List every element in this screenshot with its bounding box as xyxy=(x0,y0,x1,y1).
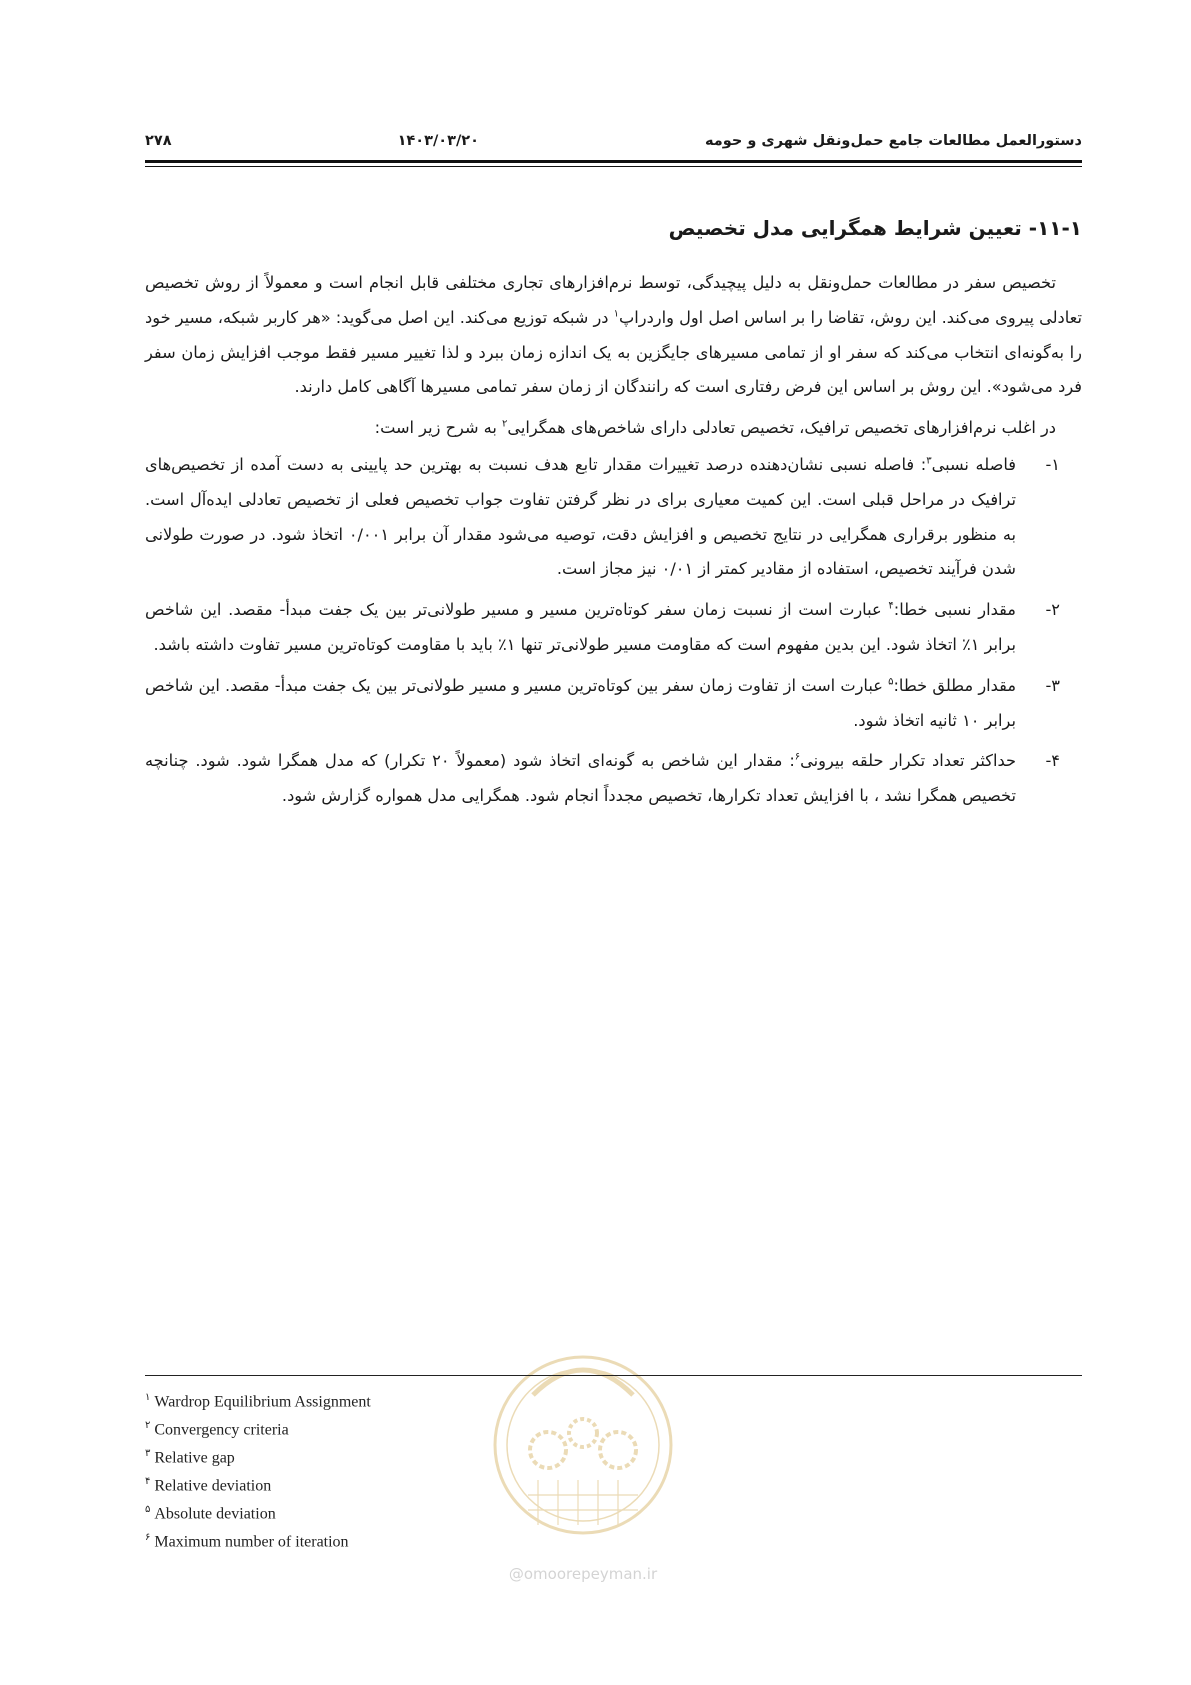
criteria-intro-paragraph: در اغلب نرم‌افزارهای تخصیص ترافیک، تخصیص تعادلی دارای شاخص‌های همگرایی$^۲$ به شرح زیر است: xyxy=(374,418,1056,438)
list-item-number: ۴- xyxy=(1045,751,1060,771)
list-item-number: ۳- xyxy=(1045,675,1060,695)
footnote-ref-3: ۳ xyxy=(926,455,932,467)
watermark-site: @omoorepeyman.ir xyxy=(508,1565,658,1583)
footnote-ref-1: ۱ xyxy=(613,308,620,320)
criteria-list xyxy=(145,448,1082,814)
footnote-item: $^۶$ Maximum number of iteration xyxy=(145,1532,349,1551)
intro-paragraph: تخصیص سفر در مطالعات حمل‌ونقل به دلیل پیچیدگی، توسط نرم‌افزارهای تجاری مختلفی قابل انجام است و معمولاً از روش تخصیص تعادلی پیروی می‌کند. این روش، تقاضا را بر اساس اصل اول واردراپ$^۱$ در شبکه توزیع می‌کند. این اصل می‌گوید: «هر کاربر شبکه، مسیر خود را به‌گونه‌ای انتخاب می‌کند که سفر او از تمامی مسیرهای جایگزین به یک اندازه زمان ببرد و لذا تغییر مسیر فقط موجب افزایش زمان سفر فرد می‌شود». این روش بر اساس این فرض رفتاری است که رانندگان از زمان سفر تمامی مسیرها آگاهی کامل دارند. xyxy=(145,273,1082,397)
footnote-ref-2: ۲ xyxy=(502,418,508,430)
page-number: ۲۷۸ xyxy=(145,133,172,149)
header-date: ۱۴۰۳/۰۳/۲۰ xyxy=(397,133,479,149)
footnote-item: $^۱$ Wardrop Equilibrium Assignment xyxy=(145,1392,371,1411)
page-header xyxy=(145,128,1082,154)
header-title: دستورالعمل مطالعات جامع حمل‌ونقل شهری و حومه xyxy=(705,133,1082,149)
footnote-item: $^۵$ Absolute deviation xyxy=(145,1504,276,1523)
footnote-ref-4: ۴ xyxy=(888,600,894,612)
list-item-number: ۲- xyxy=(1045,600,1060,620)
list-item-number: ۱- xyxy=(1045,454,1060,474)
footnote-ref-5: ۵ xyxy=(888,676,894,688)
footnote-rule xyxy=(145,1375,1082,1376)
page-content xyxy=(145,208,1082,820)
footnote-item: $^۳$ Relative gap xyxy=(145,1448,235,1467)
header-rule-thick xyxy=(145,160,1082,163)
header-rule-thin xyxy=(145,166,1082,167)
footnote-item: $^۴$ Relative deviation xyxy=(145,1476,272,1495)
footnote-item: $^۲$ Convergency criteria xyxy=(145,1420,289,1439)
list-item: ۲- مقدار نسبی خطا:$^۴$ عبارت است از نسبت زمان سفر کوتاه‌ترین مسیر و مسیر طولانی‌تر بین یک جفت مبدأ- مقصد. این شاخص برابر ۱٪ اتخاذ شود. این بدین مفهوم است که مقاومت مسیر طولانی‌تر تنها ۱٪ باید با مقاومت کوتاه‌ترین مسیر تفاوت داشته باشد. xyxy=(145,593,1082,663)
footnote-ref-6: ۶ xyxy=(794,751,801,763)
footnotes xyxy=(145,1384,565,1552)
section-title: ۱۱-۱- تعیین شرایط همگرایی مدل تخصیص xyxy=(668,216,1082,240)
list-item: ۱- فاصله نسبی$^۳$: فاصله نسبی نشان‌دهنده درصد تغییرات مقدار تابع هدف نسبت به بهترین حد پایینی به دست آمده از تخصیص‌های ترافیک در مراحل قبلی است. این کمیت معیاری برای در نظر گرفتن تفاوت جواب تخصیص فعلی از تخصیص تعادلی ایده‌آل است. به منظور برقراری همگرایی در نتایج تخصیص و افزایش دقت، توصیه می‌شود مقدار آن برابر ۰/۰۰۱ اتخاذ شود. در صورت طولانی شدن فرآیند تخصیص، استفاده از مقادیر کمتر از ۰/۰۱ نیز مجاز است. xyxy=(145,448,1082,587)
list-item: ۴- حداکثر تعداد تکرار حلقه بیرونی$^۶$: مقدار این شاخص به گونه‌ای اتخاذ شود (معمولاً ۲۰ تکرار) که مدل همگرا شود. شود. چنانچه تخصیص همگرا نشد ، با افزایش تعداد تکرارها، تخصیص مجدداً انجام شود. همگرایی مدل همواره گزارش شود. xyxy=(145,744,1082,814)
list-item: ۳- مقدار مطلق خطا:$^۵$ عبارت است از تفاوت زمان سفر بین کوتاه‌ترین مسیر و مسیر طولانی‌تر بین یک جفت مبدأ- مقصد. این شاخص برابر ۱۰ ثانیه اتخاذ شود. xyxy=(145,669,1082,739)
